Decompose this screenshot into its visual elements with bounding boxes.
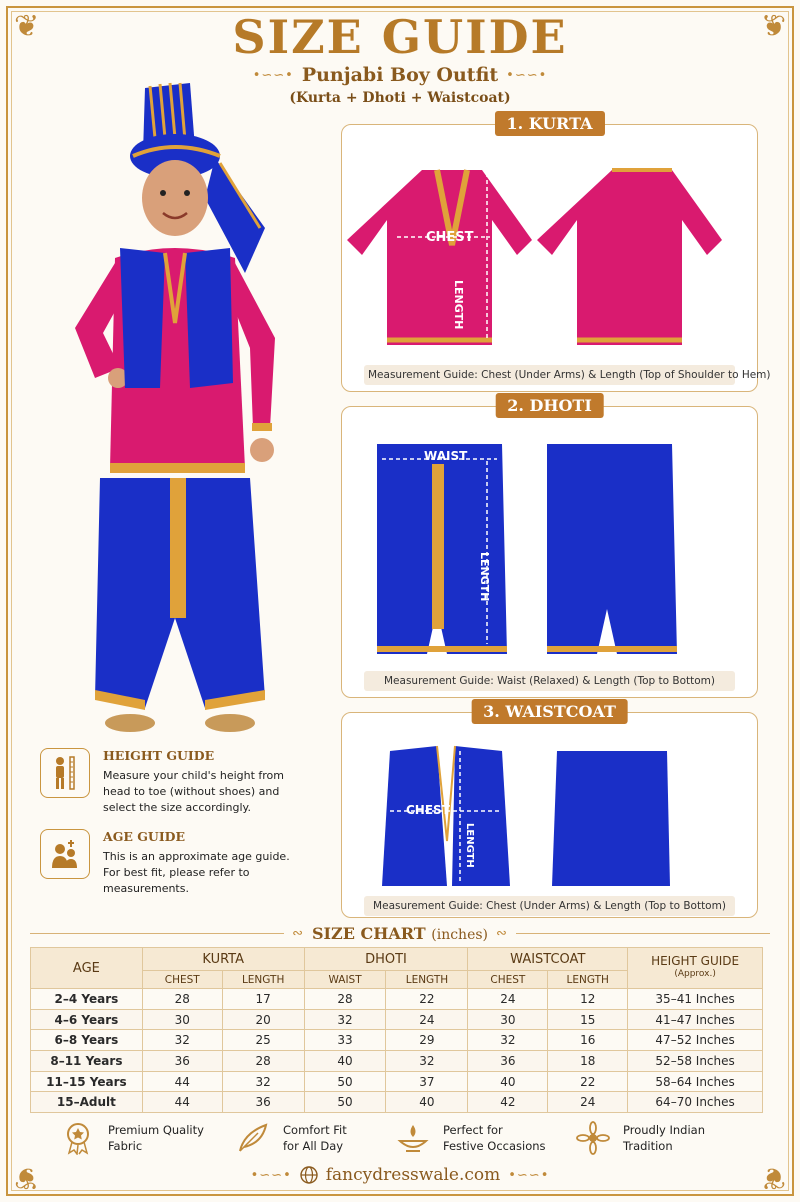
header-kurta: KURTA [142, 948, 304, 971]
corner-ornament-icon: ❦ [14, 1160, 40, 1195]
cell-waistcoat-length: 16 [548, 1030, 628, 1051]
height-guide-title: HEIGHT GUIDE [103, 748, 215, 763]
age-guide-title: AGE GUIDE [103, 829, 186, 844]
cell-waistcoat-length: 24 [548, 1092, 628, 1113]
header-dhoti-length: LENGTH [386, 971, 468, 989]
dhoti-diagram [342, 439, 759, 661]
chest-measure-label: CHEST [426, 230, 474, 245]
page-title: SIZE GUIDE [232, 10, 568, 64]
cell-age: 8–11 Years [31, 1051, 143, 1072]
flourish-icon: •∽∽• [252, 67, 294, 83]
cell-waistcoat-length: 12 [548, 989, 628, 1010]
table-row [31, 1009, 763, 1030]
flourish-icon: •∽∽• [250, 1167, 292, 1183]
cell-waistcoat-chest: 42 [468, 1092, 548, 1113]
cell-kurta-chest: 32 [142, 1030, 222, 1051]
height-measure-icon [40, 748, 90, 798]
cell-dhoti-waist: 28 [304, 989, 386, 1010]
header-dhoti-waist: WAIST [304, 971, 386, 989]
flourish-icon: ∾ [292, 926, 304, 941]
cell-age: 4–6 Years [31, 1009, 143, 1030]
waistcoat-diagram [342, 741, 759, 891]
cell-dhoti-length: 37 [386, 1071, 468, 1092]
feature-line-2: Festive Occasions [443, 1139, 546, 1153]
cell-kurta-chest: 44 [142, 1092, 222, 1113]
cell-kurta-chest: 44 [142, 1071, 222, 1092]
waistcoat-measurement-guide: Measurement Guide: Chest (Under Arms) & Length (Top to Bottom) [364, 896, 735, 916]
cell-dhoti-length: 22 [386, 989, 468, 1010]
features-row [60, 1120, 760, 1156]
feature-item [395, 1120, 575, 1156]
feature-item [575, 1120, 745, 1156]
size-chart-heading [30, 924, 770, 943]
size-chart-table [30, 947, 763, 1113]
globe-icon [300, 1166, 318, 1184]
table-row [31, 989, 763, 1010]
cell-waistcoat-chest: 24 [468, 989, 548, 1010]
cell-waistcoat-chest: 36 [468, 1051, 548, 1072]
outfit-components: (Kurta + Dhoti + Waistcoat) [289, 90, 511, 106]
dhoti-panel-title: 2. DHOTI [495, 393, 604, 418]
page-subtitle: Punjabi Boy Outfit [301, 64, 499, 86]
feature-item [235, 1120, 395, 1156]
length-measure-label: LENGTH [452, 280, 465, 330]
header-waistcoat-length: LENGTH [548, 971, 628, 989]
header-waistcoat: WAISTCOAT [468, 948, 628, 971]
feature-item [60, 1120, 235, 1156]
table-row [31, 1030, 763, 1051]
cell-waistcoat-length: 22 [548, 1071, 628, 1092]
waistcoat-panel [341, 702, 758, 918]
header-height-guide [628, 948, 763, 989]
feature-line-2: for All Day [283, 1139, 344, 1153]
table-row [31, 1051, 763, 1072]
cell-dhoti-waist: 50 [304, 1071, 386, 1092]
header-waistcoat-chest: CHEST [468, 971, 548, 989]
cell-height: 52–58 Inches [628, 1051, 763, 1072]
cell-age: 2–4 Years [31, 989, 143, 1010]
quality-badge-icon [60, 1120, 96, 1156]
flourish-icon: •∽∽• [508, 1167, 550, 1183]
height-guide-text: Measure your child's height from head to toe (without shoes) and select the size accordingly. [103, 769, 285, 814]
cell-height: 35–41 Inches [628, 989, 763, 1010]
length-measure-label: LENGTH [464, 823, 475, 868]
size-chart-title-text: SIZE CHART [312, 924, 426, 943]
cell-dhoti-waist: 50 [304, 1092, 386, 1113]
child-age-icon [40, 829, 90, 879]
chest-measure-label: CHEST [406, 803, 450, 817]
divider [516, 933, 770, 934]
divider [30, 933, 284, 934]
kurta-panel [341, 114, 771, 392]
waist-measure-label: WAIST [424, 449, 468, 463]
diya-lamp-icon [395, 1120, 431, 1156]
cell-kurta-length: 17 [222, 989, 304, 1010]
header-kurta-length: LENGTH [222, 971, 304, 989]
waistcoat-panel-title: 3. WAISTCOAT [471, 699, 628, 724]
cell-waistcoat-length: 15 [548, 1009, 628, 1030]
header-age: AGE [31, 948, 143, 989]
cell-age: 11–15 Years [31, 1071, 143, 1092]
dhoti-panel [341, 396, 758, 698]
cell-waistcoat-length: 18 [548, 1051, 628, 1072]
cell-waistcoat-chest: 40 [468, 1071, 548, 1092]
kurta-measurement-guide: Measurement Guide: Chest (Under Arms) & Length (Top of Shoulder to Hem) [364, 365, 735, 385]
table-row [31, 1071, 763, 1092]
dhoti-measurement-guide: Measurement Guide: Waist (Relaxed) & Length (Top to Bottom) [364, 671, 735, 691]
cell-waistcoat-chest: 30 [468, 1009, 548, 1030]
flourish-icon: ∾ [496, 926, 508, 941]
cell-kurta-length: 32 [222, 1071, 304, 1092]
cell-kurta-chest: 30 [142, 1009, 222, 1030]
feature-line-1: Comfort Fit [283, 1123, 347, 1137]
size-chart-body [31, 989, 763, 1113]
model-boy-illustration [55, 78, 295, 738]
age-guide [40, 829, 300, 899]
cell-kurta-chest: 36 [142, 1051, 222, 1072]
height-guide [40, 748, 300, 818]
size-chart-unit: (inches) [431, 927, 488, 943]
header-height-note: (Approx.) [674, 969, 716, 979]
footer [0, 1165, 800, 1185]
cell-kurta-length: 25 [222, 1030, 304, 1051]
table-row [31, 1092, 763, 1113]
cell-dhoti-length: 29 [386, 1030, 468, 1051]
feature-line-2: Fabric [108, 1139, 143, 1153]
feature-line-1: Premium Quality [108, 1123, 204, 1137]
feature-line-1: Proudly Indian [623, 1123, 705, 1137]
header-dhoti: DHOTI [304, 948, 468, 971]
header-height-label: HEIGHT GUIDE [651, 954, 740, 968]
cell-dhoti-length: 24 [386, 1009, 468, 1030]
feature-line-2: Tradition [623, 1139, 673, 1153]
feather-icon [235, 1120, 271, 1156]
cell-dhoti-waist: 40 [304, 1051, 386, 1072]
cell-height: 47–52 Inches [628, 1030, 763, 1051]
cell-dhoti-length: 40 [386, 1092, 468, 1113]
cell-kurta-length: 20 [222, 1009, 304, 1030]
length-measure-label: LENGTH [478, 552, 491, 602]
corner-ornament-icon: ❦ [760, 1160, 786, 1195]
cell-height: 58–64 Inches [628, 1071, 763, 1092]
cell-dhoti-length: 32 [386, 1051, 468, 1072]
size-chart-title [312, 924, 488, 943]
cell-age: 15–Adult [31, 1092, 143, 1113]
age-guide-text: This is an approximate age guide. For best fit, please refer to measurements. [103, 850, 290, 895]
mandala-icon [575, 1120, 611, 1156]
kurta-diagram [342, 145, 759, 355]
cell-height: 41–47 Inches [628, 1009, 763, 1030]
cell-dhoti-waist: 33 [304, 1030, 386, 1051]
cell-kurta-chest: 28 [142, 989, 222, 1010]
feature-line-1: Perfect for [443, 1123, 503, 1137]
flourish-icon: •∽∽• [506, 67, 548, 83]
kurta-panel-title: 1. KURTA [494, 111, 604, 136]
website-link[interactable]: fancydresswale.com [325, 1165, 501, 1185]
cell-waistcoat-chest: 32 [468, 1030, 548, 1051]
cell-dhoti-waist: 32 [304, 1009, 386, 1030]
corner-ornament-icon: ❦ [14, 9, 40, 44]
corner-ornament-icon: ❦ [760, 9, 786, 44]
cell-age: 6–8 Years [31, 1030, 143, 1051]
cell-height: 64–70 Inches [628, 1092, 763, 1113]
cell-kurta-length: 36 [222, 1092, 304, 1113]
header-kurta-chest: CHEST [142, 971, 222, 989]
cell-kurta-length: 28 [222, 1051, 304, 1072]
